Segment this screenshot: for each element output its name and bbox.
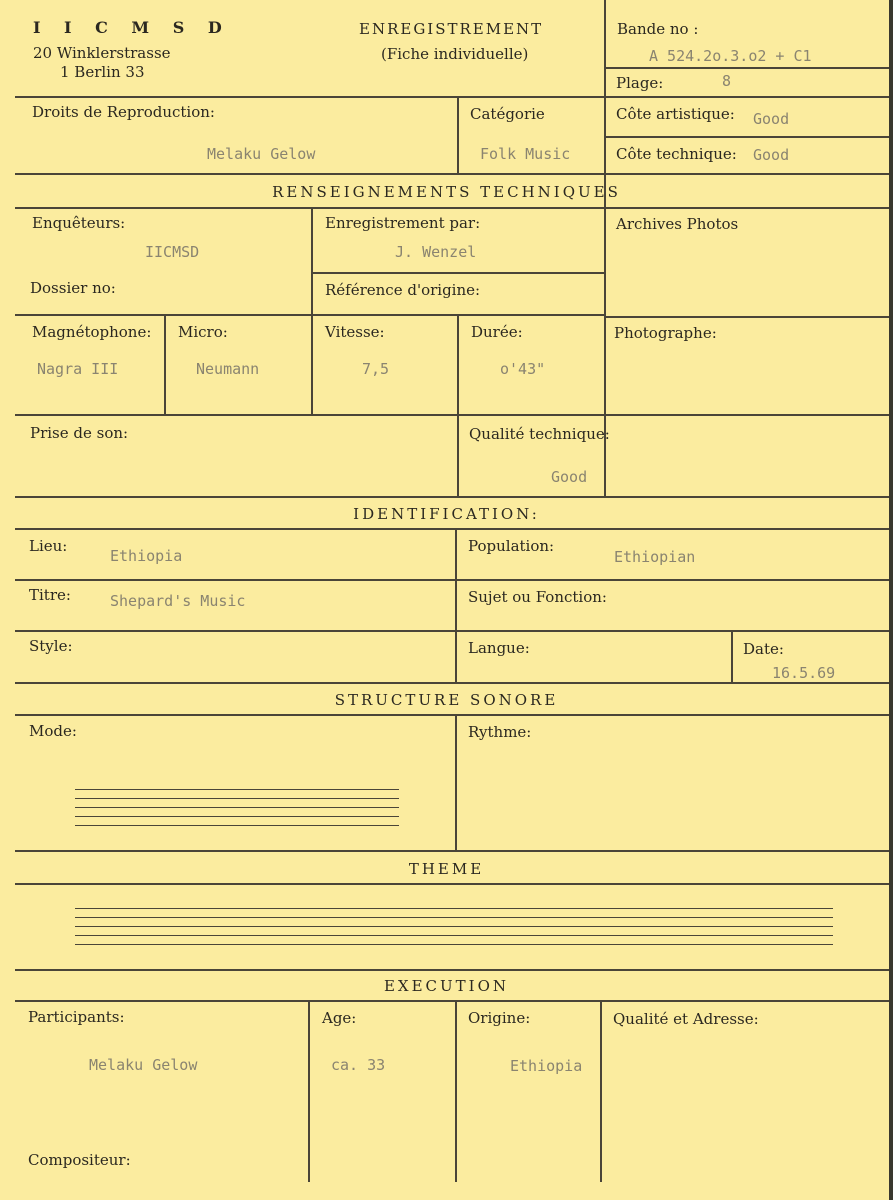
rule-rights-bottom [15, 173, 891, 175]
lieu-label: Lieu: [29, 537, 68, 555]
card-edge-shadow [889, 0, 893, 1200]
enregistrement-par-value: J. Wenzel [395, 243, 477, 261]
rule-prise-bottom [15, 496, 891, 498]
mode-staff-line [75, 825, 399, 826]
rule-v-origine [455, 1000, 457, 1182]
cote-technique-value: Good [753, 146, 790, 164]
section-identification-title: IDENTIFICATION: [353, 505, 540, 523]
rule-style-bottom [15, 682, 891, 684]
section-structure-title: STRUCTURE SONORE [334, 691, 559, 709]
theme-staff-line [75, 926, 833, 927]
mode-staff-line [75, 807, 399, 808]
origine-value: Ethiopia [510, 1057, 583, 1075]
enqueteurs-label: Enquêteurs: [32, 214, 126, 232]
droits-value: Melaku Gelow [207, 145, 316, 163]
rule-tech-title-bottom [15, 207, 891, 209]
duree-label: Durée: [471, 323, 523, 341]
rule-lieu-bottom [15, 579, 891, 581]
address-line1: 20 Winklerstrasse [33, 44, 171, 62]
qualite-technique-value: Good [551, 468, 588, 486]
micro-value: Neumann [196, 360, 260, 378]
bande-value: A 524.2o.3.o2 + C1 [649, 47, 812, 65]
participants-value: Melaku Gelow [89, 1056, 198, 1074]
rule-header-bottom [15, 96, 604, 98]
style-label: Style: [29, 637, 73, 655]
enqueteurs-value: IICMSD [145, 243, 200, 261]
theme-staff-line [75, 908, 833, 909]
rule-equipment-bottom [15, 414, 891, 416]
section-technique-title: RENSEIGNEMENTS TECHNIQUES [272, 183, 621, 201]
droits-label: Droits de Reproduction: [32, 103, 215, 121]
cote-artistique-value: Good [753, 110, 790, 128]
cote-technique-label: Côte technique: [616, 145, 737, 163]
rule-bande-plage [604, 67, 891, 69]
rule-v-enquete [311, 207, 313, 414]
rule-v-micro [164, 314, 166, 414]
lieu-value: Ethiopia [110, 547, 183, 565]
archives-photos-label: Archives Photos [616, 215, 739, 233]
vitesse-value: 7,5 [362, 360, 390, 378]
rule-mode-bottom [15, 850, 891, 852]
rule-v-archives [604, 207, 606, 496]
rule-struct-title-bottom [15, 714, 891, 716]
dossier-label: Dossier no: [30, 279, 116, 297]
duree-value: o'43" [500, 360, 546, 378]
rule-theme-bottom [15, 969, 891, 971]
rule-v-date [731, 630, 733, 682]
rule-cote-mid [604, 136, 891, 138]
rule-v-header-right [604, 0, 606, 207]
qualite-technique-label: Qualité technique: [469, 425, 610, 443]
form-title: ENREGISTREMENT [359, 20, 544, 38]
theme-staff-line [75, 944, 833, 945]
age-value: ca. 33 [331, 1056, 386, 1074]
rule-titre-bottom [15, 630, 891, 632]
rule-v-categorie [457, 96, 459, 173]
langue-label: Langue: [468, 639, 530, 657]
micro-label: Micro: [178, 323, 228, 341]
titre-label: Titre: [29, 586, 71, 604]
prise-de-son-label: Prise de son: [30, 424, 129, 442]
age-label: Age: [322, 1009, 357, 1027]
vitesse-label: Vitesse: [325, 323, 385, 341]
magnetophone-value: Nagra III [37, 360, 119, 378]
form-subtitle: (Fiche individuelle) [381, 45, 529, 63]
rule-dossier-bottom [15, 314, 604, 316]
plage-label: Plage: [616, 74, 664, 92]
date-value: 16.5.69 [772, 664, 836, 682]
rythme-label: Rythme: [468, 723, 532, 741]
photographe-label: Photographe: [614, 324, 717, 342]
cote-artistique-label: Côte artistique: [616, 105, 735, 123]
population-label: Population: [468, 537, 555, 555]
rule-v-struct-mid [455, 714, 457, 850]
rule-v-ident-mid [455, 528, 457, 682]
theme-staff-line [75, 935, 833, 936]
rule-v-qualite [600, 1000, 602, 1182]
section-execution-title: EXECUTION [383, 977, 510, 995]
rule-enreg-ref [311, 272, 604, 274]
rule-v-age [308, 1000, 310, 1182]
org-logo: I I C M S D [33, 18, 231, 37]
theme-staff-line [75, 917, 833, 918]
mode-staff-line [75, 789, 399, 790]
reference-label: Référence d'origine: [325, 281, 481, 299]
rule-v-duree [457, 314, 459, 496]
mode-staff-line [75, 798, 399, 799]
date-label: Date: [743, 640, 784, 658]
titre-value: Shepard's Music [110, 592, 246, 610]
rule-plage-bottom [604, 96, 891, 98]
address-line2: 1 Berlin 33 [60, 63, 145, 81]
categorie-label: Catégorie [470, 105, 545, 123]
categorie-value: Folk Music [480, 145, 571, 163]
participants-label: Participants: [28, 1008, 125, 1026]
rule-exec-title-bottom [15, 1000, 891, 1002]
enregistrement-par-label: Enregistrement par: [325, 214, 481, 232]
sujet-label: Sujet ou Fonction: [468, 588, 607, 606]
magnetophone-label: Magnétophone: [32, 323, 152, 341]
compositeur-label: Compositeur: [28, 1151, 131, 1169]
population-value: Ethiopian [614, 548, 696, 566]
plage-value: 8 [722, 72, 732, 90]
origine-label: Origine: [468, 1009, 531, 1027]
rule-theme-title-bottom [15, 883, 891, 885]
mode-staff-line [75, 816, 399, 817]
rule-archives-bottom [604, 316, 891, 318]
qualite-adresse-label: Qualité et Adresse: [613, 1010, 759, 1028]
section-theme-title: THEME [408, 860, 485, 878]
rule-ident-title-bottom [15, 528, 891, 530]
mode-label: Mode: [29, 722, 77, 740]
bande-label: Bande no : [617, 20, 699, 38]
